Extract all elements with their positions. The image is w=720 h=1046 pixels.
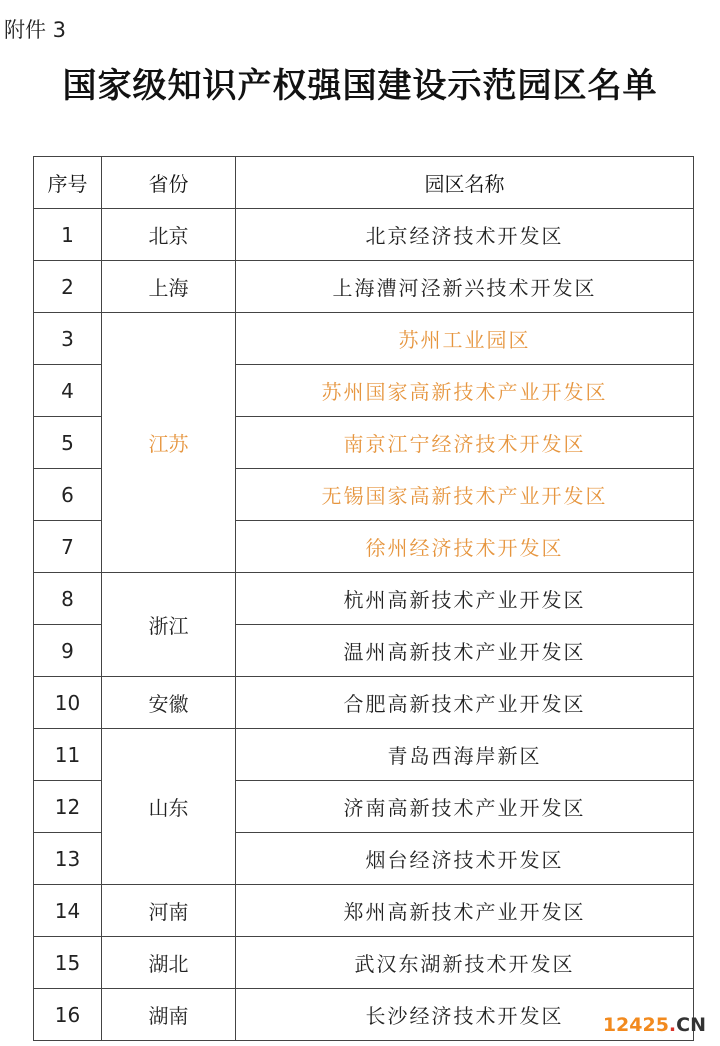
header-park-name: 园区名称	[236, 157, 694, 209]
row-park-name: 徐州经济技术开发区	[236, 521, 694, 573]
row-park-name: 无锡国家高新技术产业开发区	[236, 469, 694, 521]
row-province: 湖北	[102, 937, 236, 989]
site-watermark	[603, 1014, 706, 1036]
row-park-name: 郑州高新技术产业开发区	[236, 885, 694, 937]
watermark-dot: .	[668, 1014, 677, 1036]
table-row	[34, 729, 694, 781]
row-park-name: 苏州国家高新技术产业开发区	[236, 365, 694, 417]
row-province: 安徽	[102, 677, 236, 729]
table-row	[34, 261, 694, 313]
row-index: 14	[34, 885, 102, 937]
attachment-label: 附件 3	[4, 18, 67, 42]
row-index: 1	[34, 209, 102, 261]
row-province: 山东	[102, 729, 236, 885]
row-province: 上海	[102, 261, 236, 313]
row-province: 浙江	[102, 573, 236, 677]
row-index: 5	[34, 417, 102, 469]
row-park-name: 上海漕河泾新兴技术开发区	[236, 261, 694, 313]
row-park-name: 武汉东湖新技术开发区	[236, 937, 694, 989]
table-row	[34, 937, 694, 989]
row-index: 9	[34, 625, 102, 677]
table-body	[34, 209, 694, 1041]
row-index: 4	[34, 365, 102, 417]
row-park-name: 长沙经济技术开发区	[236, 989, 694, 1041]
row-park-name: 苏州工业园区	[236, 313, 694, 365]
row-index: 6	[34, 469, 102, 521]
table-header-row	[34, 157, 694, 209]
table-row	[34, 989, 694, 1041]
row-province: 湖南	[102, 989, 236, 1041]
header-province: 省份	[102, 157, 236, 209]
row-index: 7	[34, 521, 102, 573]
table-row	[34, 573, 694, 625]
row-park-name: 杭州高新技术产业开发区	[236, 573, 694, 625]
row-index: 10	[34, 677, 102, 729]
row-index: 8	[34, 573, 102, 625]
row-province: 河南	[102, 885, 236, 937]
watermark-suffix: CN	[676, 1014, 706, 1036]
table-row	[34, 677, 694, 729]
row-index: 16	[34, 989, 102, 1041]
watermark-number: 12425	[602, 1014, 669, 1036]
park-table	[33, 156, 694, 1041]
table-row	[34, 885, 694, 937]
row-index: 11	[34, 729, 102, 781]
row-park-name: 温州高新技术产业开发区	[236, 625, 694, 677]
row-park-name: 南京江宁经济技术开发区	[236, 417, 694, 469]
row-province: 北京	[102, 209, 236, 261]
row-index: 13	[34, 833, 102, 885]
row-index: 15	[34, 937, 102, 989]
row-index: 12	[34, 781, 102, 833]
row-park-name: 济南高新技术产业开发区	[236, 781, 694, 833]
row-park-name: 烟台经济技术开发区	[236, 833, 694, 885]
header-index: 序号	[34, 157, 102, 209]
table-row	[34, 313, 694, 365]
row-province: 江苏	[102, 313, 236, 573]
row-index: 2	[34, 261, 102, 313]
row-park-name: 青岛西海岸新区	[236, 729, 694, 781]
row-park-name: 北京经济技术开发区	[236, 209, 694, 261]
page-title: 国家级知识产权强国建设示范园区名单	[62, 66, 658, 106]
table-row	[34, 209, 694, 261]
row-index: 3	[34, 313, 102, 365]
row-park-name: 合肥高新技术产业开发区	[236, 677, 694, 729]
